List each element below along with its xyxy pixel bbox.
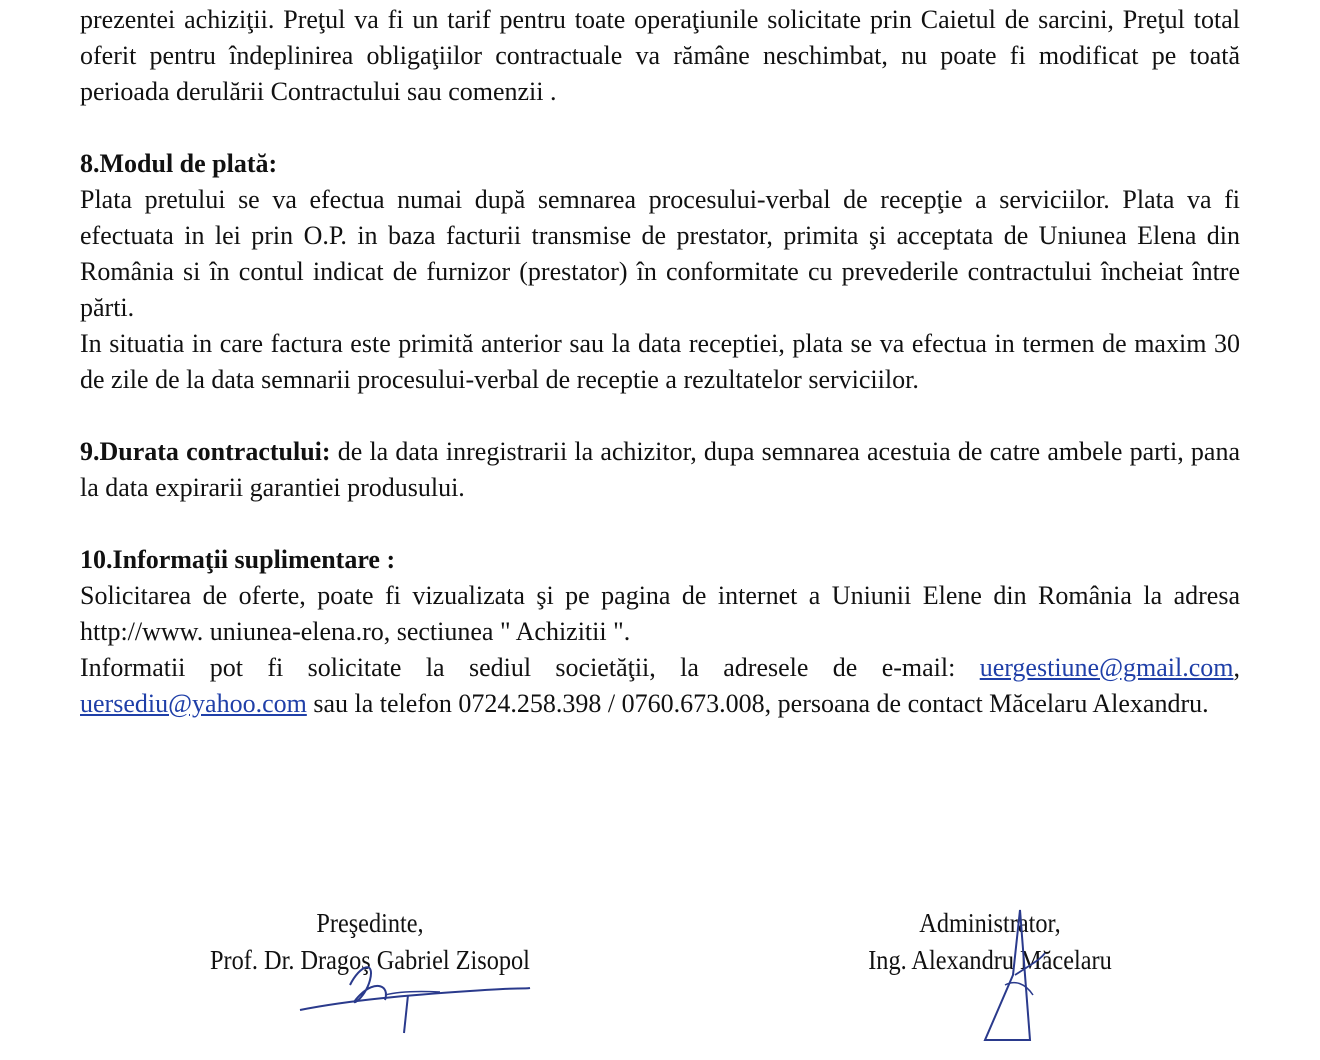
president-role: Preşedinte, xyxy=(316,908,424,938)
section-8-title: 8.Modul de plată: xyxy=(80,149,278,178)
section-8-paragraph-2: In situatia in care factura este primită anterior sau la data receptiei, plata se va efectua in termen de maxim 30 de zile de la data semnarii procesului-verbal de receptie a rezultatelor serviciilor. xyxy=(80,329,1240,394)
intro-paragraph: prezentei achiziţii. Preţul va fi un tarif pentru toate operaţiunile solicitate prin Caietul de sarcini, Preţul total oferit pentru îndeplinirea obligaţiilor contractuale va rămâne neschimbat, nu poate fi modificat pe toată perioada derulării Contractului sau comenzii . xyxy=(80,5,1240,106)
president-signature-scribble xyxy=(290,955,540,1040)
document-body xyxy=(80,2,1240,722)
phone-contact-text: sau la telefon 0724.258.398 / 0760.673.008, persoana de contact Măcelaru Alexandru. xyxy=(306,689,1209,718)
section-9-text: de la data inregistrarii la achizitor, dupa semnarea acestuia de catre ambele parti, pana la data expirarii garantiei produsului. xyxy=(80,437,1240,502)
administrator-name: Ing. Alexandru Măcelaru xyxy=(868,945,1112,975)
section-10-title: 10.Informaţii suplimentare : xyxy=(80,545,396,574)
email-link-gestiune[interactable]: uergestiune@gmail.com xyxy=(979,653,1234,682)
contact-text: Informatii pot fi solicitate la sediul societăţii, la adresele de e-mail: xyxy=(80,653,980,682)
section-10-paragraph-2 xyxy=(80,650,1240,722)
section-10-paragraph-1: Solicitarea de oferte, poate fi vizualizata şi pe pagina de internet a Uniunii Elene din România la adresa http://www. uniunea-elena.ro, sectiunea " Achizitii ". xyxy=(80,581,1240,646)
section-9-title: 9.Durata contractului: xyxy=(80,437,331,466)
email-link-sediu[interactable]: uersediu@yahoo.com xyxy=(80,689,307,718)
section-8-paragraph-1: Plata pretului se va efectua numai după semnarea procesului-verbal de recepţie a serviciilor. Plata va fi efectuata in lei prin O.P. in baza facturii transmise de prestator, primita şi acceptata de Uniunea Elena din România si în contul indicat de furnizor (prestator) în conformitate cu prevederile contractului încheiat între părti. xyxy=(80,185,1240,322)
separator-comma: , xyxy=(1233,653,1240,682)
section-9-paragraph xyxy=(80,434,1240,506)
president-name: Prof. Dr. Dragoş Gabriel Zisopol xyxy=(210,945,530,975)
administrator-role: Administrator, xyxy=(919,908,1061,938)
administrator-signature-scribble xyxy=(975,905,1055,1045)
